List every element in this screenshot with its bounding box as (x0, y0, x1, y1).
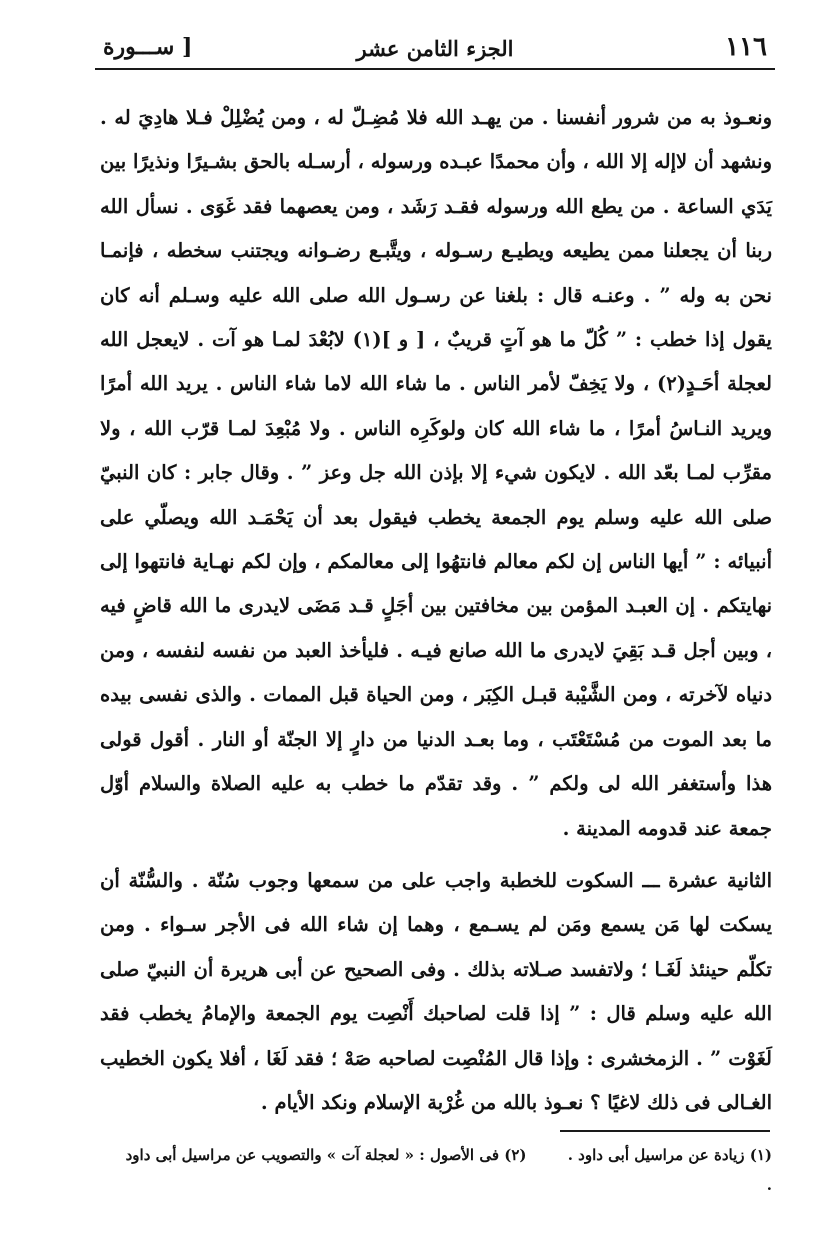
paragraph-1: ونعـوذ به من شرور أنفسنا . من يهـد الله فلا مُضِـلّ له ، ومن يُضْلِلْ فـلا هادِيَ له . ونشهد أن لاإله إلا الله ، وأن محمدًا عبـده ورسوله ، أرسـله بالحق بشـيرًا ونذيرًا بين يَدَي الساعة . من يطع الله ورسوله فقـد رَشَد ، ومن يعصهما فقد غَوَى . نسأل الله ربنا أن يجعلنا ممن يطيعه ويطيـع رسـوله ، ويتَّبـع رضـوانه ويجتنب سخطه ، فإنمـا نحن به وله ” . وعنـه قال : بلغنا عن رسـول الله صلى الله عليه وسـلم أنه كان يقول إذا خطب : ” كُلّ ما هو آتٍ قريبٌ ، [ و ](١) لابُعْدَ لمـا هو آت . لايعجل الله لعجلة أحَـدٍ(٢) ، ولا يَخِفّ لأمر الناس . ما شاء الله لاما شاء الناس . يريد الله أمرًا ويريد النـاسُ أمرًا ، ما شاء الله كان ولوكَرِه الناس . ولا مُبْعِدَ لمـا قرّب الله ، ولا مقرِّب لمـا بعّد الله . لايكون شيء إلا بإذن الله جل وعز ” . وقال جابر : كان النبيّ صلى الله عليه وسلم يوم الجمعة يخطب فيقول بعد أن يَحْمَـد الله ويصلّي على أنبيائه : ” أيها الناس إن لكم معالم فانتهُوا إلى معالمكم ، وإن لكم نهـاية فانتهوا إلى نهايتكم . إن العبـد المؤمن بين مخافتين بين أجَلٍ قـد مَضَى لايدرى ما الله قاضٍ فيه ، وبين أجل قـد بَقِيَ لايدرى ما الله صانع فيـه . فليأخذ العبد من نفسه لنفسه ، ومن دنياه لآخرته ، ومن الشَّيْبة قبـل الكِبَر ، ومن الحياة قبل الممات . والذى نفسى بيده ما بعد الموت من مُسْتَعْتَب ، وما بعـد الدنيا من دارٍ إلا الجنّة أو النار . أقول قولى هذا وأستغفر الله لى ولكم ” . وقد تقدّم ما خطب به عليه الصلاة والسلام أوّل جمعة عند قدومه المدينة . (100, 106, 773, 840)
paragraph-2: الثانية عشرة ـــ السكوت للخطبة واجب على من سمعها وجوب سُنّة . والسُّنّة أن يسكت لها مَن يسمع ومَن لم يسـمع ، وهما إن شاء الله فى الأجر سـواء . ومن تكلّم حينئذ لَغَـا ؛ ولاتفسد صـلاته بذلك . وفى الصحيح عن أبى هريرة أن النبيّ صلى الله عليه وسلم قال : ” إذا قلت لصاحبك أَنْصِت يوم الجمعة والإمامُ يخطب فقد لَغَوْت ” . الزمخشرى : وإذا قال المُنْصِت لصاحبه صَهْ ؛ فقد لَغَا ، أفلا يكون الخطيب الغـالى فى ذلك لاغيًا ؟ نعـوذ بالله من غُرْبة الإسلام ونكد الأيام . (100, 868, 772, 1114)
juz-title: الجزء الثامن عشر (356, 36, 514, 61)
page-header (95, 28, 775, 70)
footnotes (100, 1140, 772, 1200)
footnote-2: (٢) فى الأصول : « لعجلة آت » والتصويب عن مراسيل أبى داود . (125, 1146, 772, 1194)
footnote-divider (560, 1130, 770, 1132)
main-text (100, 96, 772, 1125)
sura-title: [ ســـورة (103, 34, 193, 60)
footnote-1: (١) زيادة عن مراسيل أبى داود . (567, 1146, 772, 1164)
page-number: ١١٦ (725, 32, 767, 62)
